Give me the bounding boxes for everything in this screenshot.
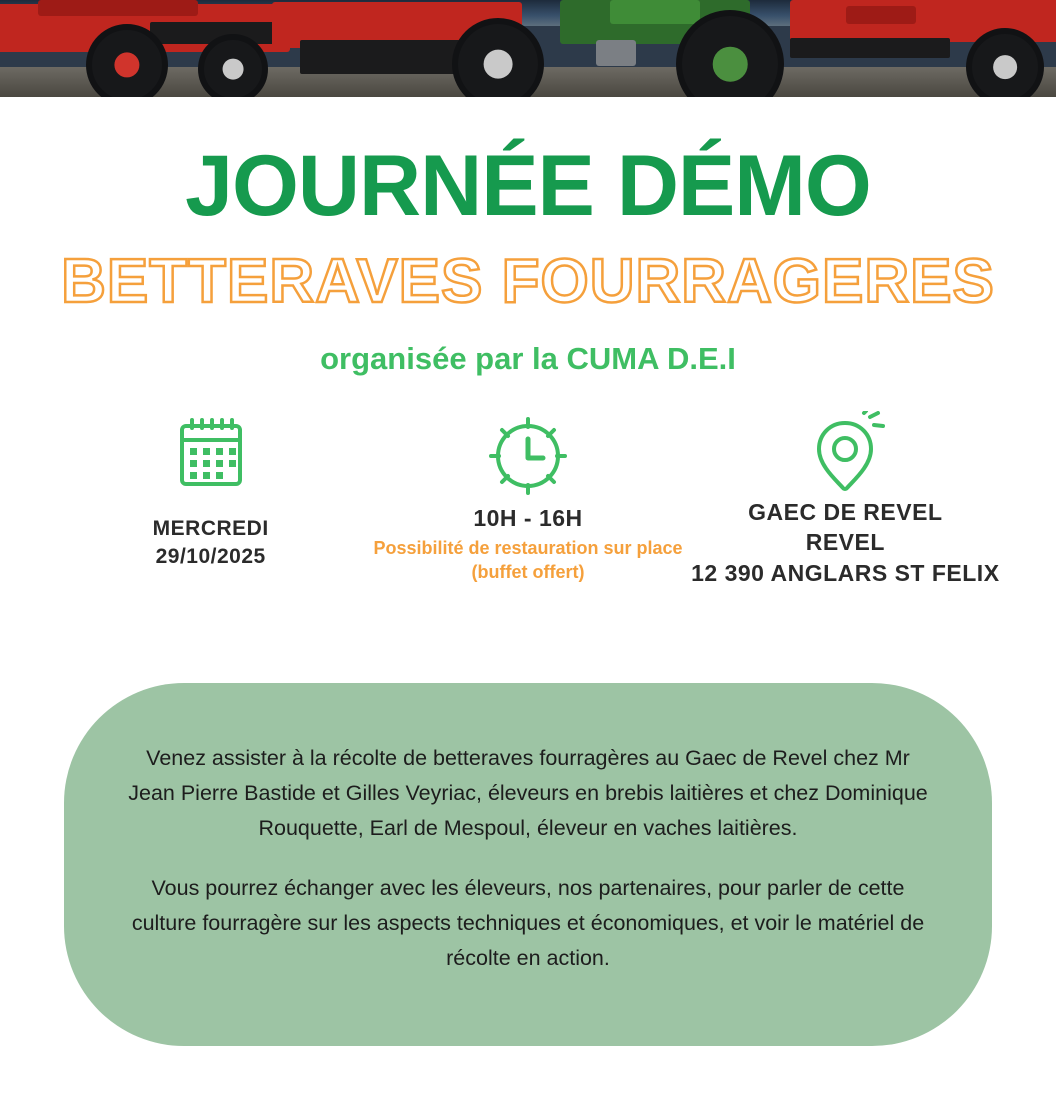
info-row <box>52 411 1004 588</box>
calendar-icon <box>56 411 365 497</box>
time-note: Possibilité de restauration sur place (buffet offert) <box>373 538 683 582</box>
description-paragraph-2: Vous pourrez échanger avec les éleveurs, nos partenaires, pour parler de cette culture fourragère sur les aspects techniques et économiques, et voir le matériel de récolte en action. <box>131 876 925 971</box>
wheel-left-1 <box>86 24 168 97</box>
info-column-time <box>369 411 686 584</box>
clock-icon <box>373 411 682 497</box>
organizer-line: organisée par la CUMA D.E.I <box>320 341 736 376</box>
wheel-center-1 <box>452 18 544 97</box>
date-value: 29/10/2025 <box>155 544 266 568</box>
description-paragraph-1: Venez assister à la récolte de betteraves fourragères au Gaec de Revel chez Mr Jean Pierre Bastide et Gilles Veyriac, éleveurs en brebis laitières et chez Dominique Rouquette, Earl de Mespoul, éleveur en vaches laitières. <box>128 746 928 840</box>
machine-detail-right <box>846 6 916 24</box>
page-subtitle: BETTERAVES FOURRAGERES <box>61 247 995 316</box>
tractor-step <box>596 40 636 66</box>
place-line-2: REVEL <box>805 529 885 556</box>
wheel-right-1 <box>966 28 1044 97</box>
location-pin-icon <box>691 411 1000 497</box>
tractor-cab <box>610 0 700 24</box>
info-column-date <box>52 411 369 570</box>
time-value: 10H - 16H <box>473 505 583 531</box>
machine-shadow-right <box>790 38 950 58</box>
place-line-3: 12 390 ANGLARS ST FELIX <box>691 559 1000 586</box>
header-photo-banner <box>0 0 1056 97</box>
poster-body <box>0 138 1056 1102</box>
page-title: JOURNÉE DÉMO <box>185 138 871 234</box>
date-day-label: MERCREDI <box>152 517 269 540</box>
machine-track-center <box>300 40 460 74</box>
place-line-1: GAEC DE REVEL <box>748 499 943 525</box>
wheel-left-2 <box>198 34 268 97</box>
machine-detail-left <box>38 0 198 16</box>
info-column-place <box>687 411 1004 588</box>
description-block <box>64 683 992 1046</box>
